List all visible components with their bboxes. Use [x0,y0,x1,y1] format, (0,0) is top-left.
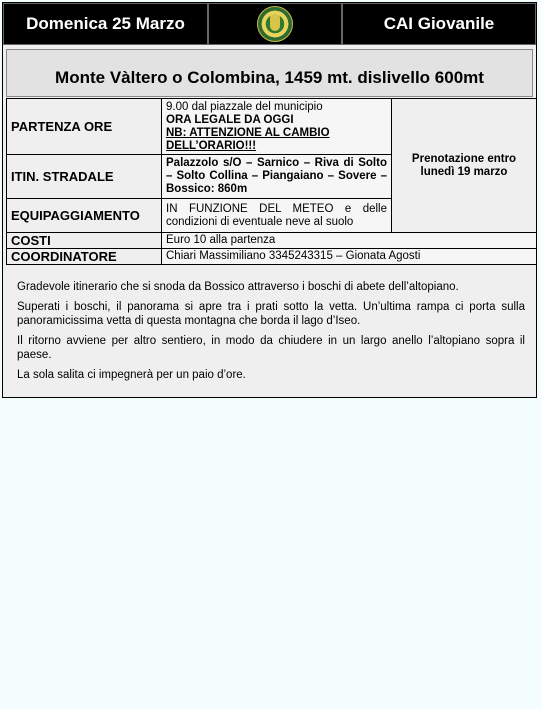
description-paragraph: Il ritorno avviene per altro sentiero, in modo da chiudere in un largo anello l’altopiano sopra il paese. [17,335,525,361]
description [17,280,525,388]
info-table [6,98,537,265]
event-date: Domenica 25 Marzo [3,3,208,45]
itinerario-label: ITIN. STRADALE [7,155,162,199]
coordinatore-label: COORDINATORE [7,249,162,265]
equipaggiamento-value: IN FUNZIONE DEL METEO e delle condizioni di eventuale neve al suolo [162,199,392,233]
costi-value: Euro 10 alla partenza [162,233,537,249]
description-paragraph: Superati i boschi, il panorama si apre tra i prati sotto la vetta. Un’ultima rampa ci porta sulla panoramicissima vetta di questa montagna che borda il lago d’Iseo. [17,301,525,327]
cai-emblem-icon [257,6,293,42]
organization-name: CAI Giovanile [342,3,536,45]
costi-label: COSTI [7,233,162,249]
prenotazione-note: Prenotazione entro lunedì 19 marzo [392,99,537,233]
partenza-line-1: 9.00 dal piazzale del municipio [166,100,323,113]
partenza-value [162,99,392,155]
event-title: Monte Vàltero o Colombina, 1459 mt. dislivello 600mt [6,49,533,97]
partenza-label: PARTENZA ORE [7,99,162,155]
partenza-line-2: ORA LEGALE DA OGGI [166,113,294,126]
description-paragraph: La sola salita ci impegnerà per un paio d’ore. [17,369,246,381]
itinerario-value: Palazzolo s/O – Sarnico – Riva di Solto – Solto Collina – Piangaiano – Sovere – Bossico: 860m [162,155,392,199]
event-sheet [2,2,537,398]
description-paragraph: Gradevole itinerario che si snoda da Bossico attraverso i boschi di abete dell’altopiano. [17,281,459,293]
coordinatore-value: Chiari Massimiliano 3345243315 – Gionata Agosti [162,249,537,265]
header-bar [3,3,536,45]
logo-cell [208,3,342,45]
partenza-line-3: NB: ATTENZIONE AL CAMBIO DELL’ORARIO!!! [166,126,330,152]
equipaggiamento-label: EQUIPAGGIAMENTO [7,199,162,233]
